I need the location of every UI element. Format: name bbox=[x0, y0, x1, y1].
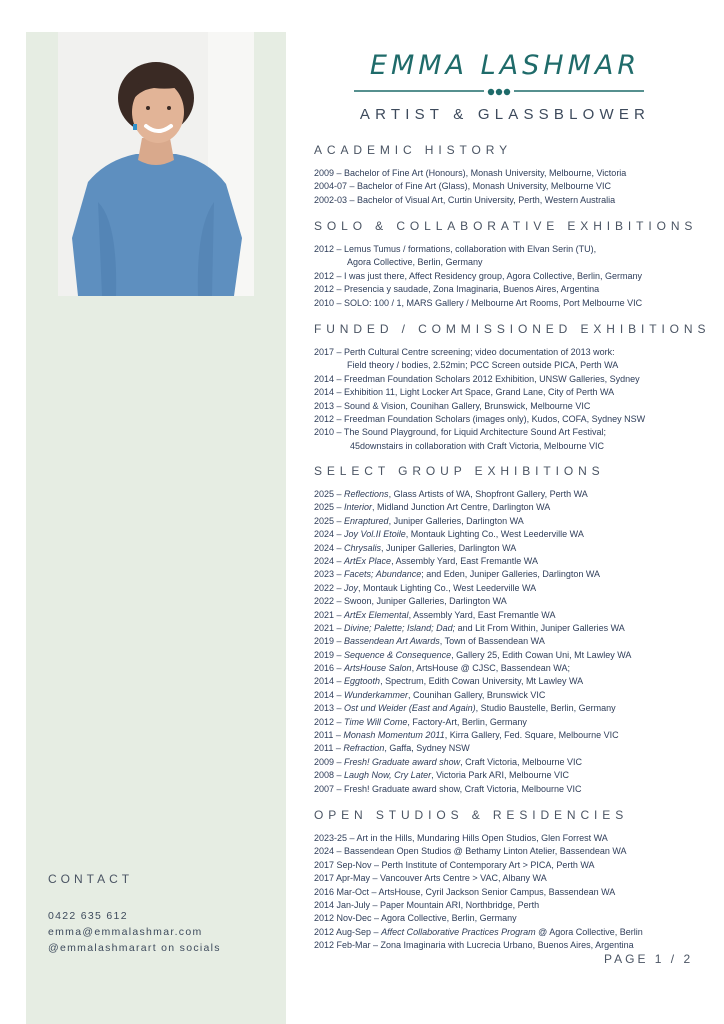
item-venue: and Lit From Within, Juniper Galleries WA bbox=[455, 622, 625, 633]
item-venue: , Juniper Galleries, Darlington WA bbox=[388, 515, 524, 526]
item-title: Eggtooth bbox=[344, 676, 381, 687]
item-venue: , Counihan Gallery, Brunswick VIC bbox=[408, 689, 546, 700]
ornament-divider-icon bbox=[354, 86, 644, 98]
item-text: 2019 – bbox=[314, 636, 345, 647]
item-venue: , Studio Baustelle, Berlin, Germany bbox=[475, 703, 616, 714]
list-item-continuation: Agora Collective, Berlin, Germany bbox=[347, 257, 483, 268]
list-item bbox=[314, 689, 714, 702]
list-item bbox=[314, 582, 714, 595]
list-item bbox=[314, 912, 714, 925]
section-title: SOLO & COLLABORATIVE EXHIBITIONS bbox=[314, 219, 698, 233]
studios-list bbox=[314, 832, 714, 953]
item-title: Joy Vol.II Etoile bbox=[344, 529, 406, 540]
artist-name: EMMA LASHMAR bbox=[369, 50, 641, 81]
item-venue: , Midland Junction Art Centre, Darlington WA bbox=[372, 502, 551, 513]
list-item-continuation: 45downstairs in collaboration with Craft Victoria, Melbourne VIC bbox=[350, 440, 604, 451]
item-text: 2024 – bbox=[314, 555, 345, 566]
list-item: 2002-03 – Bachelor of Visual Art, Curtin University, Perth, Western Australia bbox=[314, 194, 616, 205]
item-text: 2025 – bbox=[314, 489, 345, 499]
list-item bbox=[314, 501, 714, 514]
list-item-continuation: Field theory / bodies, 2.52min; PCC Screen outside PICA, Perth WA bbox=[347, 360, 619, 371]
item-venue: , Kirra Gallery, Fed. Square, Melbourne VIC bbox=[444, 730, 619, 741]
page-number: PAGE 1 / 2 bbox=[604, 952, 694, 966]
section-solo-exhibitions bbox=[314, 219, 714, 310]
item-text: 2009 – bbox=[314, 756, 345, 767]
item-venue: , Factory-Art, Berlin, Germany bbox=[407, 716, 527, 727]
item-venue: ; and Eden, Juniper Galleries, Darlington WA bbox=[421, 569, 601, 580]
item-text: 2019 – bbox=[314, 649, 345, 660]
list-item bbox=[314, 635, 714, 648]
section-open-studios bbox=[314, 808, 714, 953]
item-text: 2014 – bbox=[314, 689, 345, 700]
item-title: Refraction bbox=[343, 743, 385, 754]
item-title: Fresh! Graduate award show bbox=[344, 756, 461, 767]
list-item bbox=[314, 622, 714, 635]
item-venue: , Montauk Lighting Co., West Leederville WA bbox=[358, 582, 537, 593]
item-text: 2021 – bbox=[314, 609, 345, 620]
item-title: Monash Momentum 2011 bbox=[343, 730, 445, 741]
item-venue: , Town of Bassendean WA bbox=[439, 636, 545, 647]
item-venue: , Montauk Lighting Co., West Leederville WA bbox=[405, 529, 584, 540]
item-text: 2024 – bbox=[314, 529, 345, 540]
item-text: 2011 – bbox=[314, 743, 344, 754]
list-item bbox=[314, 939, 714, 952]
list-item bbox=[314, 555, 714, 568]
item-venue: @ Agora Collective, Berlin bbox=[535, 926, 643, 937]
list-item bbox=[314, 872, 714, 885]
item-venue: , Gallery 25, Edith Cowan Uni, Mt Lawley WA bbox=[451, 649, 632, 660]
item-title: Affect Collaborative Practices Program bbox=[381, 926, 536, 937]
item-text: 2016 – bbox=[314, 663, 345, 674]
list-item: 2014 – Exhibition 11, Light Locker Art Space, Grand Lane, City of Perth WA bbox=[314, 387, 615, 398]
item-title: Reflections bbox=[344, 489, 389, 499]
list-item bbox=[314, 488, 714, 501]
item-text: 2024 – bbox=[314, 542, 345, 553]
list-item: 2009 – Bachelor of Fine Art (Honours), Monash University, Melbourne, Victoria bbox=[314, 168, 627, 178]
list-item: 2004-07 – Bachelor of Fine Art (Glass), Monash University, Melbourne VIC bbox=[314, 181, 611, 192]
list-item bbox=[314, 675, 714, 688]
contact-phone: 0422 635 612 bbox=[48, 910, 128, 922]
item-text: 2012 – bbox=[314, 716, 345, 727]
list-item bbox=[314, 729, 714, 742]
contact-socials: @emmalashmarart on socials bbox=[48, 942, 221, 954]
section-funded-exhibitions bbox=[314, 322, 714, 453]
item-venue: , Craft Victoria, Melbourne VIC bbox=[460, 756, 582, 767]
list-item bbox=[314, 609, 714, 622]
item-text: 2025 – bbox=[314, 502, 345, 513]
item-text: 2012 Aug-Sep – bbox=[314, 926, 382, 937]
list-item bbox=[314, 832, 714, 845]
item-text: 2022 – Swoon, Juniper Galleries, Darlington WA bbox=[314, 596, 507, 607]
list-item bbox=[314, 742, 714, 755]
item-title: Enraptured bbox=[344, 515, 389, 526]
section-academic-history bbox=[314, 143, 714, 207]
list-item: 2013 – Sound & Vision, Counihan Gallery, Brunswick, Melbourne VIC bbox=[314, 400, 591, 411]
list-item bbox=[314, 515, 714, 528]
item-title: ArtEx Elemental bbox=[344, 609, 409, 620]
item-venue: , Victoria Park ARI, Melbourne VIC bbox=[431, 770, 569, 781]
list-item: 2014 – Freedman Foundation Scholars 2012 Exhibition, UNSW Galleries, Sydney bbox=[314, 373, 640, 384]
list-item: 2010 – The Sound Playground, for Liquid Architecture Sound Art Festival; bbox=[314, 427, 607, 438]
item-text: 2024 – Bassendean Open Studios @ Bethamy Linton Atelier, Bassendean WA bbox=[314, 846, 627, 857]
item-venue: , ArtsHouse @ CJSC, Bassendean WA; bbox=[411, 663, 570, 674]
list-item bbox=[314, 568, 714, 581]
item-venue: , Juniper Galleries, Darlington WA bbox=[381, 542, 517, 553]
solo-list bbox=[314, 243, 714, 310]
item-title: Facets; Abundance bbox=[344, 569, 422, 580]
item-venue: , Spectrum, Edith Cowan University, Mt Lawley WA bbox=[380, 676, 584, 687]
item-text: 2013 – bbox=[314, 703, 345, 714]
item-title: Interior bbox=[344, 502, 373, 513]
section-title: OPEN STUDIOS & RESIDENCIES bbox=[314, 808, 629, 822]
list-item bbox=[314, 662, 714, 675]
item-title: Chrysalis bbox=[344, 542, 382, 553]
list-item bbox=[314, 542, 714, 555]
list-item bbox=[314, 649, 714, 662]
list-item: 2010 – SOLO: 100 / 1, MARS Gallery / Melbourne Art Rooms, Port Melbourne VIC bbox=[314, 297, 643, 308]
list-item bbox=[314, 783, 714, 796]
item-text: 2017 Sep-Nov – Perth Institute of Contemporary Art > PICA, Perth WA bbox=[314, 859, 595, 870]
contact-block bbox=[48, 872, 278, 956]
contact-title: CONTACT bbox=[48, 872, 134, 886]
group-list bbox=[314, 488, 714, 796]
list-item bbox=[314, 886, 714, 899]
item-title: ArtsHouse Salon bbox=[344, 663, 412, 674]
list-item bbox=[314, 769, 714, 782]
list-item: 2012 – Lemus Tumus / formations, collaboration with Elvan Serin (TU), bbox=[314, 244, 597, 254]
list-item bbox=[314, 899, 714, 912]
list-item: 2012 – Presencia y saudade, Zona Imaginaria, Buenos Aires, Argentina bbox=[314, 284, 600, 295]
portrait-photo bbox=[58, 32, 254, 296]
item-text: 2008 – bbox=[314, 770, 345, 781]
section-group-exhibitions bbox=[314, 464, 714, 796]
item-title: ArtEx Place bbox=[344, 555, 392, 566]
item-text: 2017 Apr-May – Vancouver Arts Centre > VAC, Albany WA bbox=[314, 873, 547, 884]
item-text: 2023-25 – Art in the Hills, Mundaring Hills Open Studios, Glen Forrest WA bbox=[314, 833, 608, 843]
item-title: Divine; Palette; Island; Dad; bbox=[344, 622, 456, 633]
section-title: ACADEMIC HISTORY bbox=[314, 143, 512, 157]
item-title: Joy bbox=[344, 582, 359, 593]
portrait-illustration bbox=[58, 32, 254, 296]
item-title: Wunderkammer bbox=[344, 689, 409, 700]
item-title: Sequence & Consequence bbox=[344, 649, 452, 660]
item-text: 2016 Mar-Oct – ArtsHouse, Cyril Jackson Senior Campus, Bassendean WA bbox=[314, 886, 616, 897]
list-item bbox=[314, 926, 714, 939]
list-item bbox=[314, 845, 714, 858]
item-venue: , Glass Artists of WA, Shopfront Gallery, Perth WA bbox=[388, 489, 588, 499]
list-item bbox=[314, 595, 714, 608]
artist-role: ARTIST & GLASSBLOWER bbox=[359, 106, 651, 123]
list-item bbox=[314, 716, 714, 729]
item-venue: , Gaffa, Sydney NSW bbox=[384, 743, 470, 754]
item-title: Laugh Now, Cry Later bbox=[344, 770, 432, 781]
item-text: 2014 Jan-July – Paper Mountain ARI, Northbridge, Perth bbox=[314, 899, 540, 910]
item-text: 2007 – Fresh! Graduate award show, Craft Victoria, Melbourne VIC bbox=[314, 783, 582, 794]
item-text: 2012 Nov-Dec – Agora Collective, Berlin, Germany bbox=[314, 913, 517, 924]
item-text: 2011 – bbox=[314, 730, 344, 741]
item-venue: , Assembly Yard, East Fremantle WA bbox=[408, 609, 556, 620]
item-text: 2014 – bbox=[314, 676, 345, 687]
contact-email[interactable]: emma@emmalashmar.com bbox=[48, 926, 203, 938]
item-title: Time Will Come bbox=[344, 716, 408, 727]
list-item: 2012 – Freedman Foundation Scholars (images only), Kudos, COFA, Sydney NSW bbox=[314, 413, 646, 424]
item-text: 2025 – bbox=[314, 515, 345, 526]
item-text: 2022 – bbox=[314, 582, 345, 593]
list-item bbox=[314, 702, 714, 715]
item-title: Ost und Weider (East and Again) bbox=[344, 703, 476, 714]
academic-list bbox=[314, 167, 714, 207]
item-text: 2012 Feb-Mar – Zona Imaginaria with Lucrecia Urbano, Buenos Aires, Argentina bbox=[314, 940, 634, 951]
list-item bbox=[314, 528, 714, 541]
section-title: FUNDED / COMMISSIONED EXHIBITIONS bbox=[314, 322, 711, 336]
funded-list bbox=[314, 346, 714, 453]
list-item: 2017 – Perth Cultural Centre screening; video documentation of 2013 work: bbox=[314, 347, 615, 357]
item-title: Bassendean Art Awards bbox=[344, 636, 440, 647]
item-venue: , Assembly Yard, East Fremantle WA bbox=[391, 555, 538, 566]
list-item bbox=[314, 756, 714, 769]
item-text: 2023 – bbox=[314, 569, 345, 580]
item-text: 2021 – bbox=[314, 622, 345, 633]
section-title: SELECT GROUP EXHIBITIONS bbox=[314, 464, 605, 478]
list-item bbox=[314, 859, 714, 872]
list-item: 2012 – I was just there, Affect Residency group, Agora Collective, Berlin, Germany bbox=[314, 270, 643, 281]
